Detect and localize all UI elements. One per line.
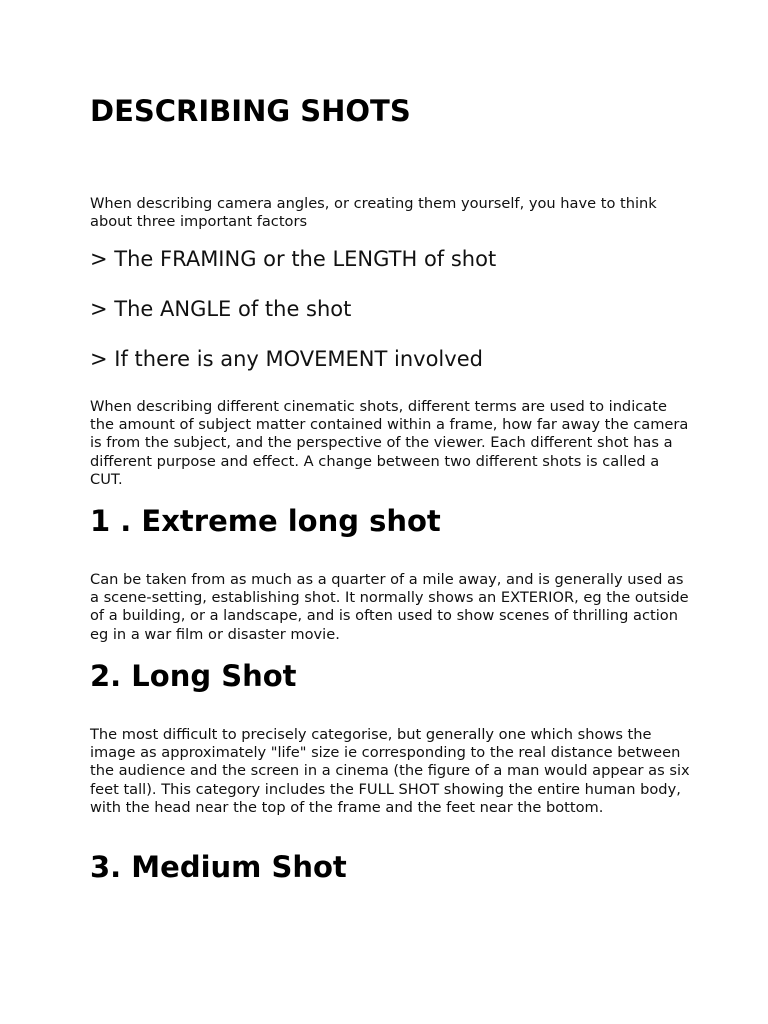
factor-movement: > If there is any MOVEMENT involved [90,347,483,371]
section-heading-extreme-long-shot: 1 . Extreme long shot [90,504,441,538]
document-title: DESCRIBING SHOTS [90,94,411,128]
factor-angle: > The ANGLE of the shot [90,297,352,321]
section-body-extreme-long-shot: Can be taken from as much as a quarter of a mile away, and is generally used as a scene-setting, establishing shot. It normally shows an EXTERIOR, eg the outside of a building, or a landscape, and is often used to show scenes of thrilling action eg in a war film or disaster movie. [90,571,689,643]
section-body-long-shot: The most difficult to precisely categorise, but generally one which shows the image as approximately "life" size ie corresponding to the real distance between the audience and the screen in a cinema (the figure of a man would appear as six feet tall). This category includes the FULL SHOT showing the entire human body, with the head near the top of the frame and the feet near the bottom. [90,726,690,816]
section-heading-long-shot: 2. Long Shot [90,659,297,693]
factor-framing: > The FRAMING or the LENGTH of shot [90,247,497,271]
intro-paragraph: When describing camera angles, or creating them yourself, you have to think about three important factors [90,195,657,231]
section-heading-medium-shot: 3. Medium Shot [90,850,347,884]
description-paragraph: When describing different cinematic shots, different terms are used to indicate the amount of subject matter contained within a frame, how far away the camera is from the subject, and the perspective of the viewer. Each different shot has a different purpose and effect. A change between two different shots is called a CUT. [90,398,689,488]
